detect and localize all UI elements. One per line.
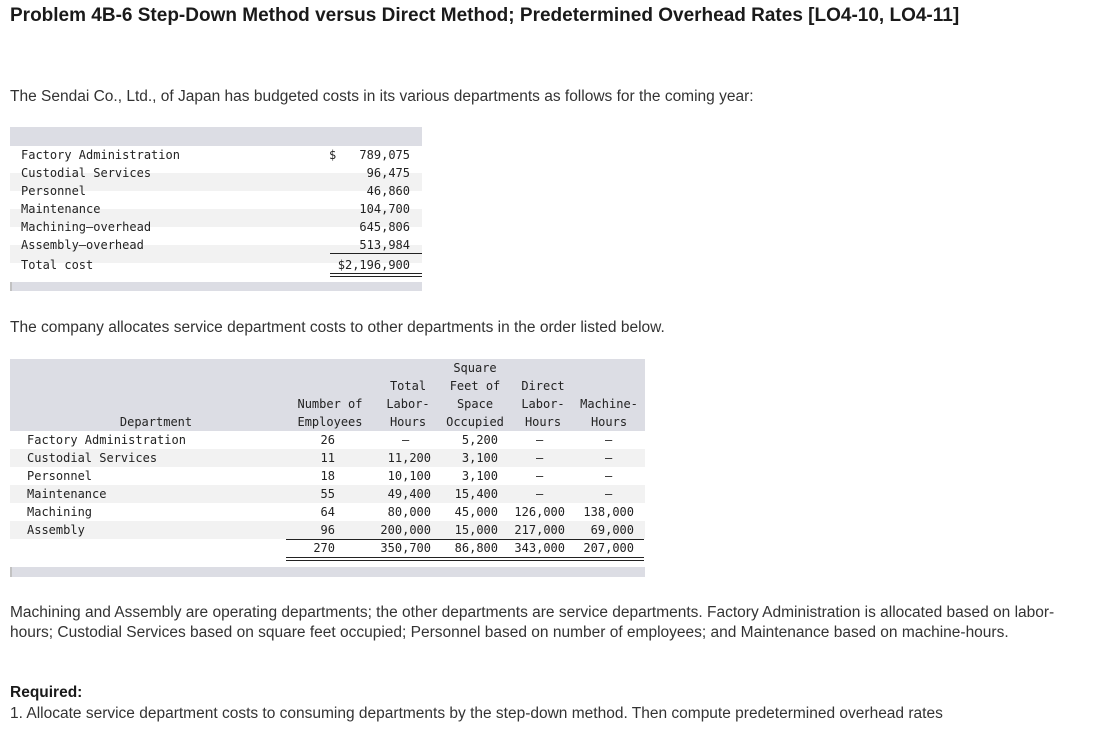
dept-name: Assembly [27,523,85,537]
direct-cell: — [536,433,544,447]
space-cell: 15,400 [454,487,498,501]
space-cell: 3,100 [461,451,498,465]
machine-cell: — [605,487,613,501]
cost-row-value: 96,475 [366,166,410,180]
problem-title: Problem 4B-6 Step-Down Method versus Direct Method; Predetermined Overhead Rates [LO4-10, LO4-11] [10,5,960,26]
total-machine: 207,000 [583,541,634,555]
cost-table [10,127,422,291]
header-direct-labor: Hours [524,415,562,429]
header-employees: Number of [297,397,363,411]
subtotal-rule [286,539,644,540]
header-machine-hours: Machine- [580,397,638,411]
labor-cell: — [402,433,410,447]
machine-cell: 138,000 [583,505,634,519]
machine-cell: — [605,469,613,483]
header-square-feet: Feet of [449,379,501,393]
total-space: 86,800 [454,541,498,555]
header-employees: Employees [297,415,363,429]
employees-cell: 55 [320,487,335,501]
cost-row-label: Assembly—overhead [21,238,144,252]
allocation-table [10,359,645,577]
dept-name: Machining [27,505,93,519]
machine-cell: 69,000 [590,523,634,537]
dept-name: Maintenance [27,487,107,501]
dept-name: Personnel [27,469,93,483]
employees-cell: 96 [320,523,335,537]
cost-row-value: 789,075 [359,148,410,162]
labor-cell: 200,000 [380,523,431,537]
dept-name: Factory Administration [27,433,186,447]
header-direct-labor: Labor- [521,397,565,411]
total-double-rule [286,557,644,558]
direct-cell: 217,000 [514,523,565,537]
labor-cell: 11,200 [387,451,431,465]
direct-cell: — [536,451,544,465]
table-footer-bar [10,282,422,291]
required-item-1: 1. Allocate service department costs to consuming departments by the step-down method. Then compute predetermined overhead rates [10,705,943,722]
total-double-rule [330,276,422,277]
dollar-sign: $ [329,148,337,162]
header-machine-hours: Hours [590,415,628,429]
machine-cell: — [605,433,613,447]
cost-row-label: Maintenance [21,202,101,216]
cost-row-label: Personnel [21,184,87,198]
total-cost-value: $2,196,900 [337,258,410,272]
header-labor-hours: Labor- [386,397,430,411]
header-square-feet: Occupied [446,415,504,429]
space-cell: 5,200 [461,433,498,447]
header-labor-hours: Total [389,379,427,393]
operating-text: Machining and Assembly are operating departments; the other departments are service departments. Factory Administration is allocated based on labor-hours; Custodial Services based on square feet occupied; Personnel based on number of employees; and Maintenance based on machine-hours. [10,604,1055,641]
total-direct: 343,000 [514,541,565,555]
space-cell: 15,000 [454,523,498,537]
machine-cell: — [605,451,613,465]
total-cost-label: Total cost [21,258,94,272]
space-cell: 3,100 [461,469,498,483]
cost-row-label: Factory Administration [21,148,180,162]
labor-cell: 49,400 [387,487,431,501]
cost-row-value: 645,806 [359,220,410,234]
total-labor: 350,700 [380,541,431,555]
subtotal-rule [330,253,422,254]
cost-row-value: 104,700 [359,202,410,216]
order-text: The company allocates service department costs to other departments in the order listed below. [10,319,665,336]
header-department: Department [119,415,193,429]
cost-row-value: 46,860 [366,184,410,198]
space-cell: 45,000 [454,505,498,519]
direct-cell: — [536,469,544,483]
direct-cell: 126,000 [514,505,565,519]
cost-row-label: Machining—overhead [21,220,152,234]
total-employees: 270 [313,541,335,555]
header-square-feet: Space [456,397,494,411]
total-double-rule [286,560,644,561]
labor-cell: 10,100 [387,469,431,483]
employees-cell: 11 [320,451,335,465]
direct-cell: — [536,487,544,501]
cost-row-label: Custodial Services [21,166,152,180]
header-labor-hours: Hours [389,415,427,429]
intro-text: The Sendai Co., Ltd., of Japan has budgeted costs in its various departments as follows for the coming year: [10,88,754,105]
header-direct-labor: Direct [521,379,565,393]
employees-cell: 26 [320,433,335,447]
required-label: Required: [10,684,83,701]
labor-cell: 80,000 [387,505,431,519]
employees-cell: 18 [320,469,335,483]
cost-row-value: 513,984 [359,238,410,252]
dept-name: Custodial Services [27,451,158,465]
table-header-bar [10,127,422,146]
employees-cell: 64 [320,505,335,519]
total-double-rule [330,273,422,274]
table-footer-bar [10,567,645,577]
header-square-feet: Square [453,361,497,375]
